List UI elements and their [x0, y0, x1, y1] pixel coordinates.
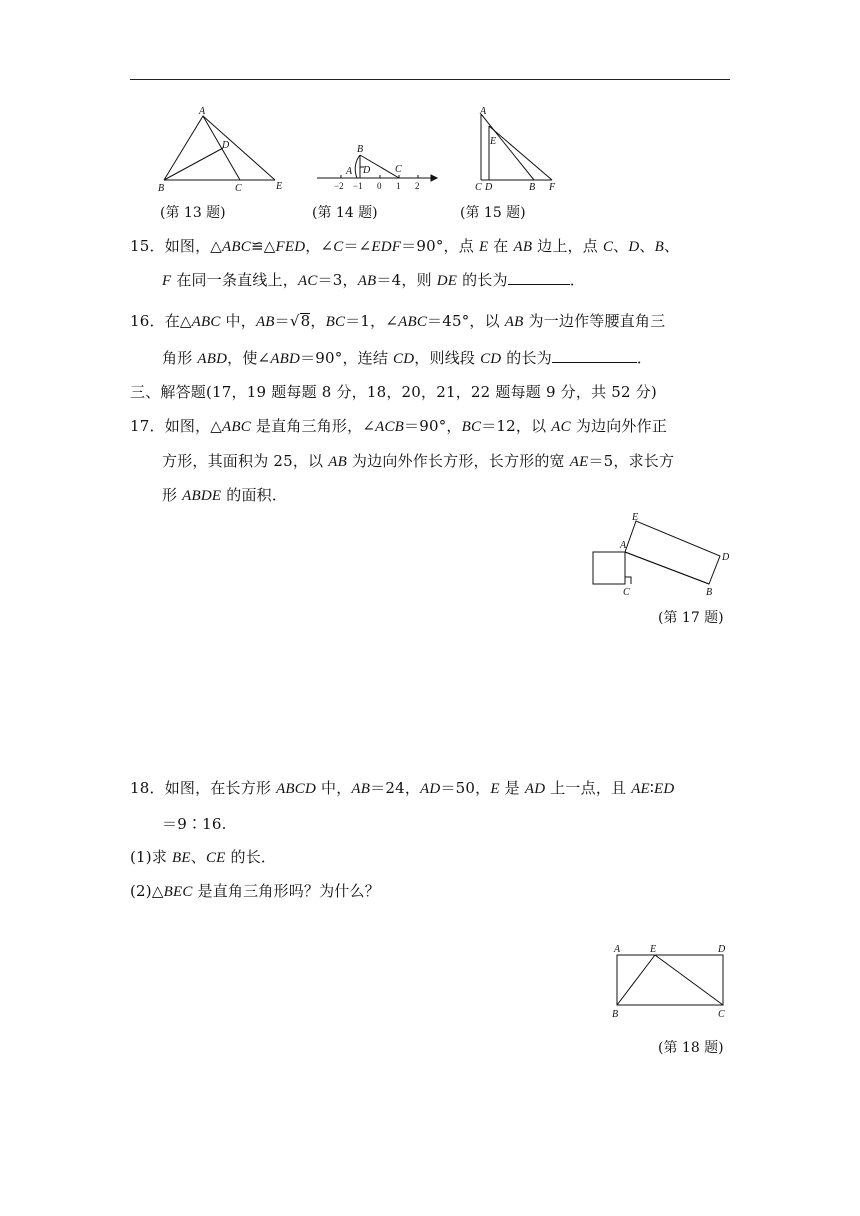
fig14-tick-m1: −1	[353, 181, 363, 191]
header-rule	[130, 79, 730, 80]
fig17-caption: (第 17 题)	[658, 610, 724, 626]
q18-part-2: (2)△BEC 是直角三角形吗？为什么？	[130, 882, 380, 900]
fig14-label-D: D	[363, 165, 371, 176]
fig18-label-E: E	[650, 944, 657, 955]
fig18-caption: (第 18 题)	[658, 1040, 724, 1056]
q17-line-3: 形 ABDE 的面积．	[162, 486, 288, 504]
fig15-label-A: A	[480, 106, 487, 117]
q16-line-1: 16．在△ABC 中，AB＝√8，BC＝1，∠ABC＝45°，以 AB 为一边作等腰直角三	[130, 312, 666, 330]
fig14-tick-1: 1	[396, 181, 401, 191]
fig14-caption: (第 14 题)	[312, 205, 378, 221]
q18-line-2: ＝9∶16.	[162, 815, 227, 833]
fig15-caption: (第 15 题)	[460, 205, 526, 221]
fig15-label-F: F	[549, 182, 556, 193]
fig14-label-A: A	[346, 166, 353, 177]
figure-13-drawing	[155, 104, 285, 194]
fig15-label-B: B	[529, 182, 536, 193]
fig13-caption: (第 13 题)	[160, 205, 226, 221]
fig13-label-D: D	[222, 140, 230, 151]
q16-answer-blank	[552, 348, 637, 363]
fig17-label-D: D	[722, 552, 730, 563]
fig13-label-C: C	[235, 183, 242, 194]
q15-line-2: F 在同一条直线上，AC＝3，AB＝4，则 DE 的长为 ．	[162, 271, 585, 289]
fig14-label-B: B	[357, 144, 364, 155]
figure-17	[590, 510, 740, 600]
figure-14-drawing	[315, 140, 445, 195]
q17-line-2: 方形，其面积为 25，以 AB 为边向外作长方形，长方形的宽 AE＝5，求长方	[162, 452, 675, 470]
fig13-label-A: A	[199, 106, 206, 117]
figure-18-drawing	[608, 940, 738, 1022]
fig15-label-E: E	[490, 136, 497, 147]
section-3-heading: 三、解答题(17，19 题每题 8 分，18，20，21，22 题每题 9 分，共 52 分)	[130, 383, 657, 401]
fig18-label-B: B	[612, 1009, 619, 1020]
fig14-tick-m2: −2	[334, 181, 344, 191]
q18-line-1: 18．如图，在长方形 ABCD 中，AB＝24，AD＝50，E 是 AD 上一点，且 AE∶ED	[130, 779, 675, 797]
fig18-label-A: A	[614, 944, 621, 955]
fig18-label-D: D	[718, 944, 726, 955]
q15-answer-blank	[508, 270, 570, 285]
figure-13	[155, 104, 285, 194]
fig18-label-C: C	[718, 1009, 725, 1020]
fig17-label-B: B	[706, 587, 713, 598]
fig14-tick-0: 0	[377, 181, 382, 191]
q16-line-2: 角形 ABD，使∠ABD＝90°，连结 CD，则线段 CD 的长为 ．	[162, 349, 653, 367]
figure-15-drawing	[472, 106, 567, 192]
figure-15	[472, 106, 567, 192]
fig14-label-C: C	[395, 164, 402, 175]
figure-18	[608, 940, 738, 1022]
sqrt-symbol: √	[289, 312, 300, 330]
fig15-label-C: C	[475, 182, 482, 193]
fig15-label-D: D	[485, 182, 493, 193]
q15-line-1: 15．如图，△ABC≌△FED，∠C＝∠EDF＝90°，点 E 在 AB 边上，点 C、D、B、	[130, 237, 680, 255]
q18-part-1: (1)求 BE、CE 的长．	[130, 848, 277, 866]
fig17-label-C: C	[623, 587, 630, 598]
sqrt-radicand: 8	[300, 312, 311, 330]
fig14-tick-2: 2	[415, 181, 420, 191]
fig13-label-B: B	[158, 183, 165, 194]
fig17-label-A: A	[620, 540, 627, 551]
q17-line-1: 17．如图，△ABC 是直角三角形，∠ACB＝90°，BC＝12，以 AC 为边向外作正	[130, 417, 668, 435]
figure-17-drawing	[590, 510, 740, 600]
fig13-label-E: E	[276, 181, 283, 192]
fig17-label-E: E	[632, 512, 639, 523]
figure-14	[315, 140, 445, 195]
